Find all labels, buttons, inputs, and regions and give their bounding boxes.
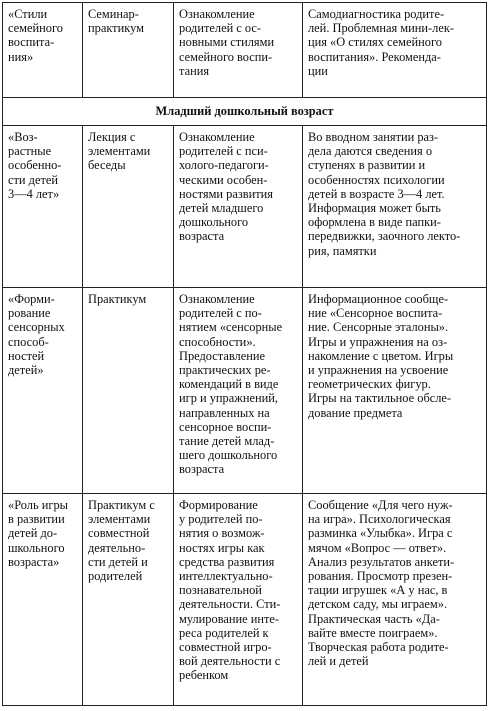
table-row — [3, 126, 487, 288]
goal-text: Формирование у родителей по- нятия о возмож- ностях игры как средства развития интеллектуально- познавательной деятельности. Сти- мулирование инте- реса родителей к совместной игро- вой деятельности с ребенком — [179, 498, 281, 683]
content-text: Самодиагностика родите- лей. Проблемная мини-лек- ция «О стилях семейного воспитания». Рекоменда- ции — [308, 7, 454, 78]
content-cell — [303, 3, 487, 98]
topic-text: «Воз- растные особенно- сти детей 3—4 лет» — [8, 130, 62, 201]
content-cell — [303, 494, 487, 706]
goal-text: Ознакомление родителей с ос- новными стилями семейного воспи- тания — [179, 7, 275, 78]
form-cell — [83, 288, 174, 494]
topic-cell — [3, 3, 83, 98]
goal-cell — [174, 288, 303, 494]
goal-cell — [174, 126, 303, 288]
section-row — [3, 98, 487, 126]
goal-text: Ознакомление родителей с пси- холого-педагоги- ческими особен- ностями развития детей младшего дошкольного возраста — [179, 130, 273, 244]
form-text: Практикум с элементами совместной деятельно- сти детей и родителей — [88, 498, 155, 584]
goal-cell — [174, 494, 303, 706]
goal-cell — [174, 3, 303, 98]
form-text: Семинар- практикум — [88, 7, 144, 36]
content-cell — [303, 288, 487, 494]
topic-cell — [3, 288, 83, 494]
table-row — [3, 3, 487, 98]
topic-cell — [3, 126, 83, 288]
form-cell — [83, 3, 174, 98]
content-text: Во вводном занятии раз- дела даются сведения о ступенях в развитии и особенностях психологии детей в возрасте 3—4 лет. Информация может быть оформлена в виде папки- передвижки, заочного лекто- рия, памятки — [308, 130, 461, 258]
topic-text: «Стили семейного воспита- ния» — [8, 7, 63, 64]
form-text: Практикум — [88, 292, 147, 306]
content-cell — [303, 126, 487, 288]
content-text: Сообщение «Для чего нуж- на игра». Психологическая разминка «Улыбка». Игра с мячом «Вопрос — ответ». Анализ результатов анкети- рования. Просмотр презен- тации игрушек «А у нас, в детском саду, мы играем». Практическая часть «Да- вайте вместе поиграем». Творческая работа родите- лей и детей — [308, 498, 455, 669]
section-title: Младший дошкольный возраст — [3, 98, 487, 126]
form-cell — [83, 494, 174, 706]
topic-text: «Форми- рование сенсорных способ- ностей детей» — [8, 292, 65, 378]
form-text: Лекция с элементами беседы — [88, 130, 151, 173]
topic-text: «Роль игры в развитии детей до- школьного возраста» — [8, 498, 68, 569]
topic-cell — [3, 494, 83, 706]
content-text: Информационное сообще- ние «Сенсорное воспита- ние. Сенсорные эталоны». Игры и упражнения на оз- накомление с цветом. Игры и упражнения на усвоение геометрических фигур. Игры на тактильное обсле- дование предмета — [308, 292, 454, 420]
table-row — [3, 288, 487, 494]
goal-text: Ознакомление родителей с по- нятием «сенсорные способности». Предоставление практических ре- комендаций в виде игр и упражнений, направленных на сенсорное воспи- тание детей млад- шего дошкольного возраста — [179, 292, 283, 477]
table-row — [3, 494, 487, 706]
parent-program-table — [2, 2, 487, 706]
form-cell — [83, 126, 174, 288]
